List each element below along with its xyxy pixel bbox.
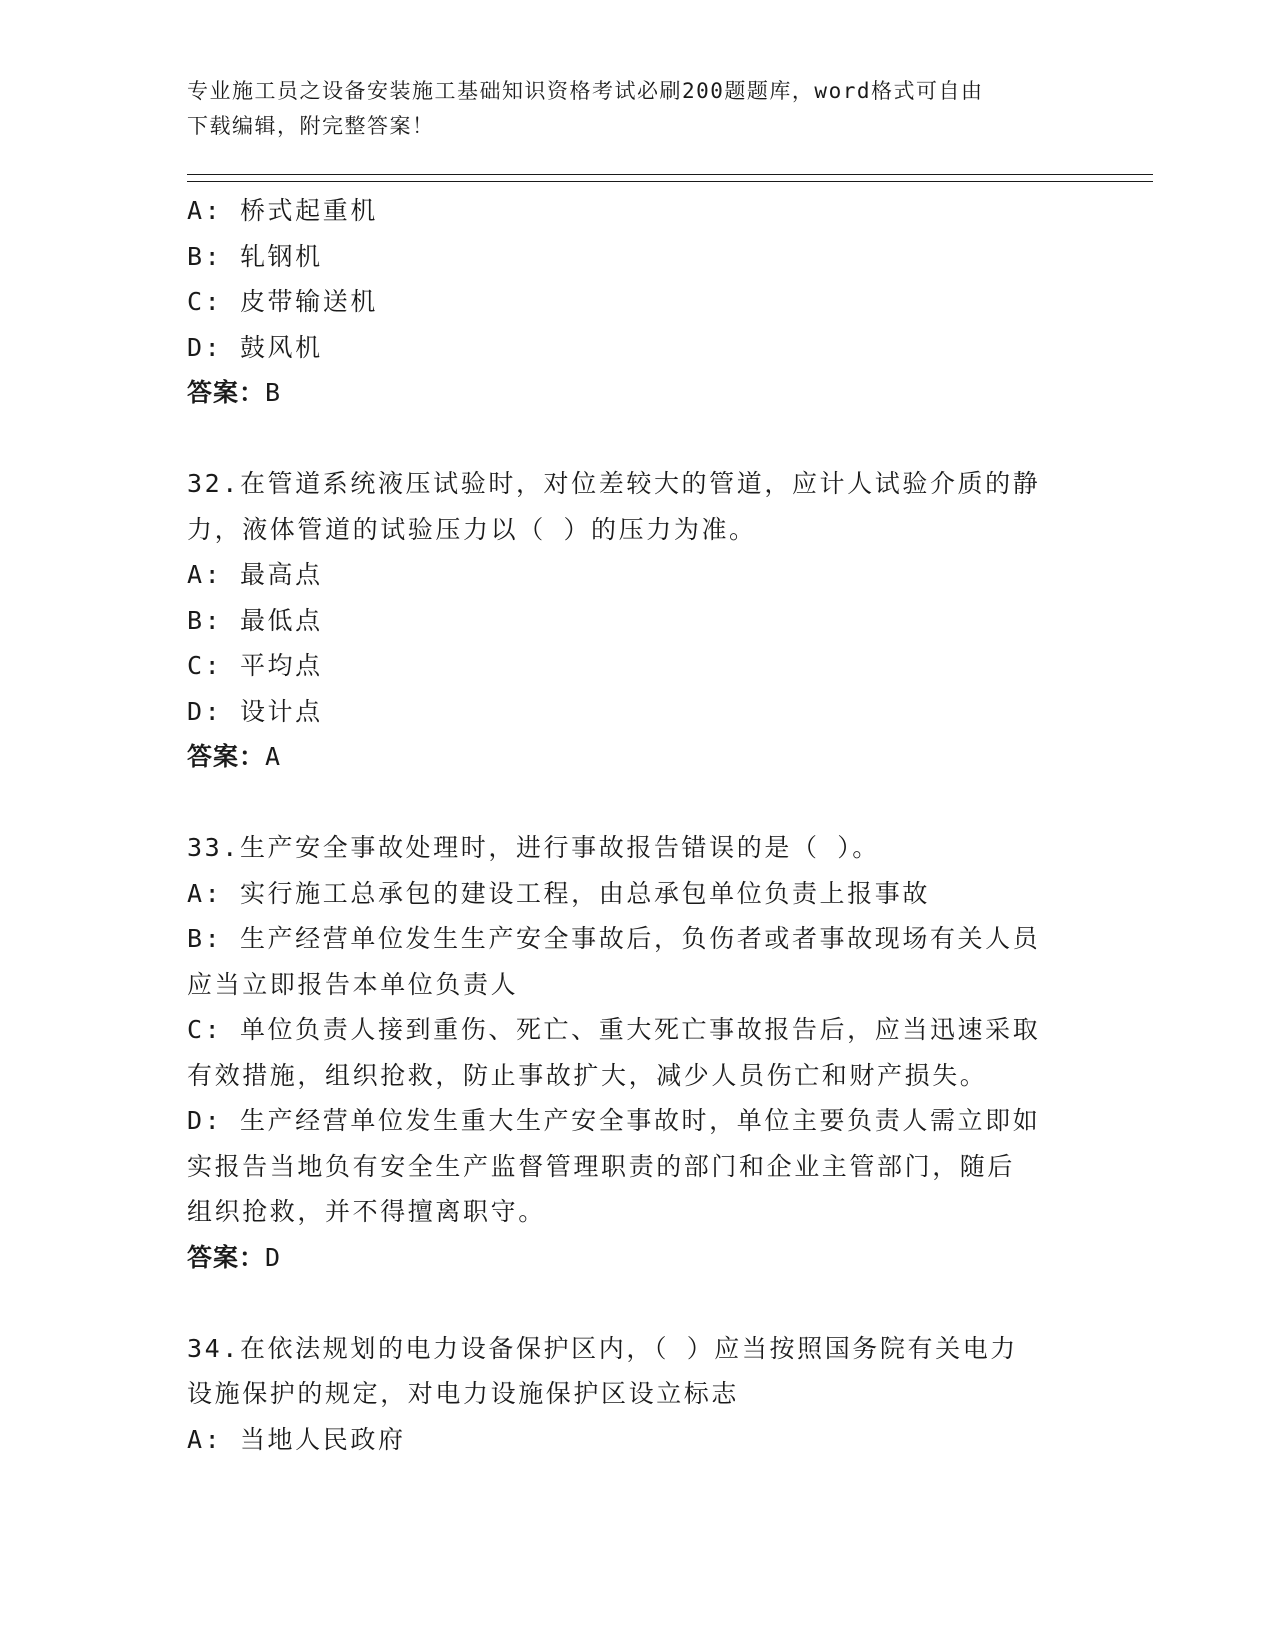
option-d: D: 生产经营单位发生重大生产安全事故时，单位主要负责人需立即如 bbox=[187, 1106, 1041, 1135]
option-c: C: 平均点 bbox=[187, 651, 323, 680]
header-divider-top bbox=[187, 174, 1153, 175]
question-stem-line: 34.在依法规划的电力设备保护区内，（ ）应当按照国务院有关电力 bbox=[187, 1333, 1018, 1363]
header-line-2: 下载编辑，附完整答案！ bbox=[187, 114, 435, 138]
question-list bbox=[187, 188, 1087, 1462]
option-d-continued: 组织抢救，并不得擅离职守。 bbox=[187, 1197, 546, 1226]
question-spacer bbox=[187, 1280, 1087, 1326]
option-c: C: 单位负责人接到重伤、死亡、重大死亡事故报告后，应当迅速采取 bbox=[187, 1015, 1041, 1044]
header-line-1: 专业施工员之设备安装施工基础知识资格考试必刷200题题库，word格式可自由 bbox=[187, 79, 984, 103]
answer bbox=[187, 734, 1087, 780]
answer-value: B bbox=[265, 378, 282, 407]
option-b: B: 生产经营单位发生生产安全事故后，负伤者或者事故现场有关人员 bbox=[187, 924, 1041, 953]
question-31 bbox=[187, 188, 1087, 416]
answer-label: 答案： bbox=[187, 742, 266, 771]
option-a: A: 当地人民政府 bbox=[187, 1424, 406, 1454]
question-32 bbox=[187, 461, 1087, 780]
option-b-continued: 应当立即报告本单位负责人 bbox=[187, 969, 519, 999]
option-d: D: 鼓风机 bbox=[187, 332, 323, 362]
option-b: B: 最低点 bbox=[187, 605, 323, 635]
question-stem-line: 32.在管道系统液压试验时，对位差较大的管道，应计人试验介质的静 bbox=[187, 469, 1041, 498]
question-stem-line: 设施保护的规定，对电力设施保护区设立标志 bbox=[187, 1379, 740, 1408]
answer-value: A bbox=[265, 742, 282, 771]
header-divider-bottom bbox=[187, 181, 1153, 182]
option-a: A: 桥式起重机 bbox=[187, 196, 378, 225]
answer bbox=[187, 1235, 1087, 1281]
option-a: A: 最高点 bbox=[187, 560, 323, 589]
option-d: D: 设计点 bbox=[187, 696, 323, 726]
answer-value: D bbox=[265, 1242, 282, 1272]
document-header bbox=[187, 74, 1067, 144]
answer-label: 答案： bbox=[187, 378, 266, 407]
option-c: C: 皮带输送机 bbox=[187, 287, 378, 316]
answer bbox=[187, 370, 1087, 416]
option-a: A: 实行施工总承包的建设工程，由总承包单位负责上报事故 bbox=[187, 878, 930, 908]
answer-label: 答案： bbox=[187, 1242, 266, 1272]
question-33 bbox=[187, 825, 1087, 1280]
question-spacer bbox=[187, 780, 1087, 826]
question-stem-line: 力，液体管道的试验压力以（ ）的压力为准。 bbox=[187, 514, 757, 544]
question-stem-line: 33.生产安全事故处理时，进行事故报告错误的是（ ）。 bbox=[187, 833, 880, 862]
option-c-continued: 有效措施，组织抢救，防止事故扩大，减少人员伤亡和财产损失。 bbox=[187, 1060, 988, 1090]
option-b: B: 轧钢机 bbox=[187, 241, 323, 271]
question-spacer bbox=[187, 416, 1087, 462]
option-d-continued: 实报告当地负有安全生产监督管理职责的部门和企业主管部门，随后 bbox=[187, 1151, 1016, 1181]
question-34 bbox=[187, 1326, 1087, 1463]
